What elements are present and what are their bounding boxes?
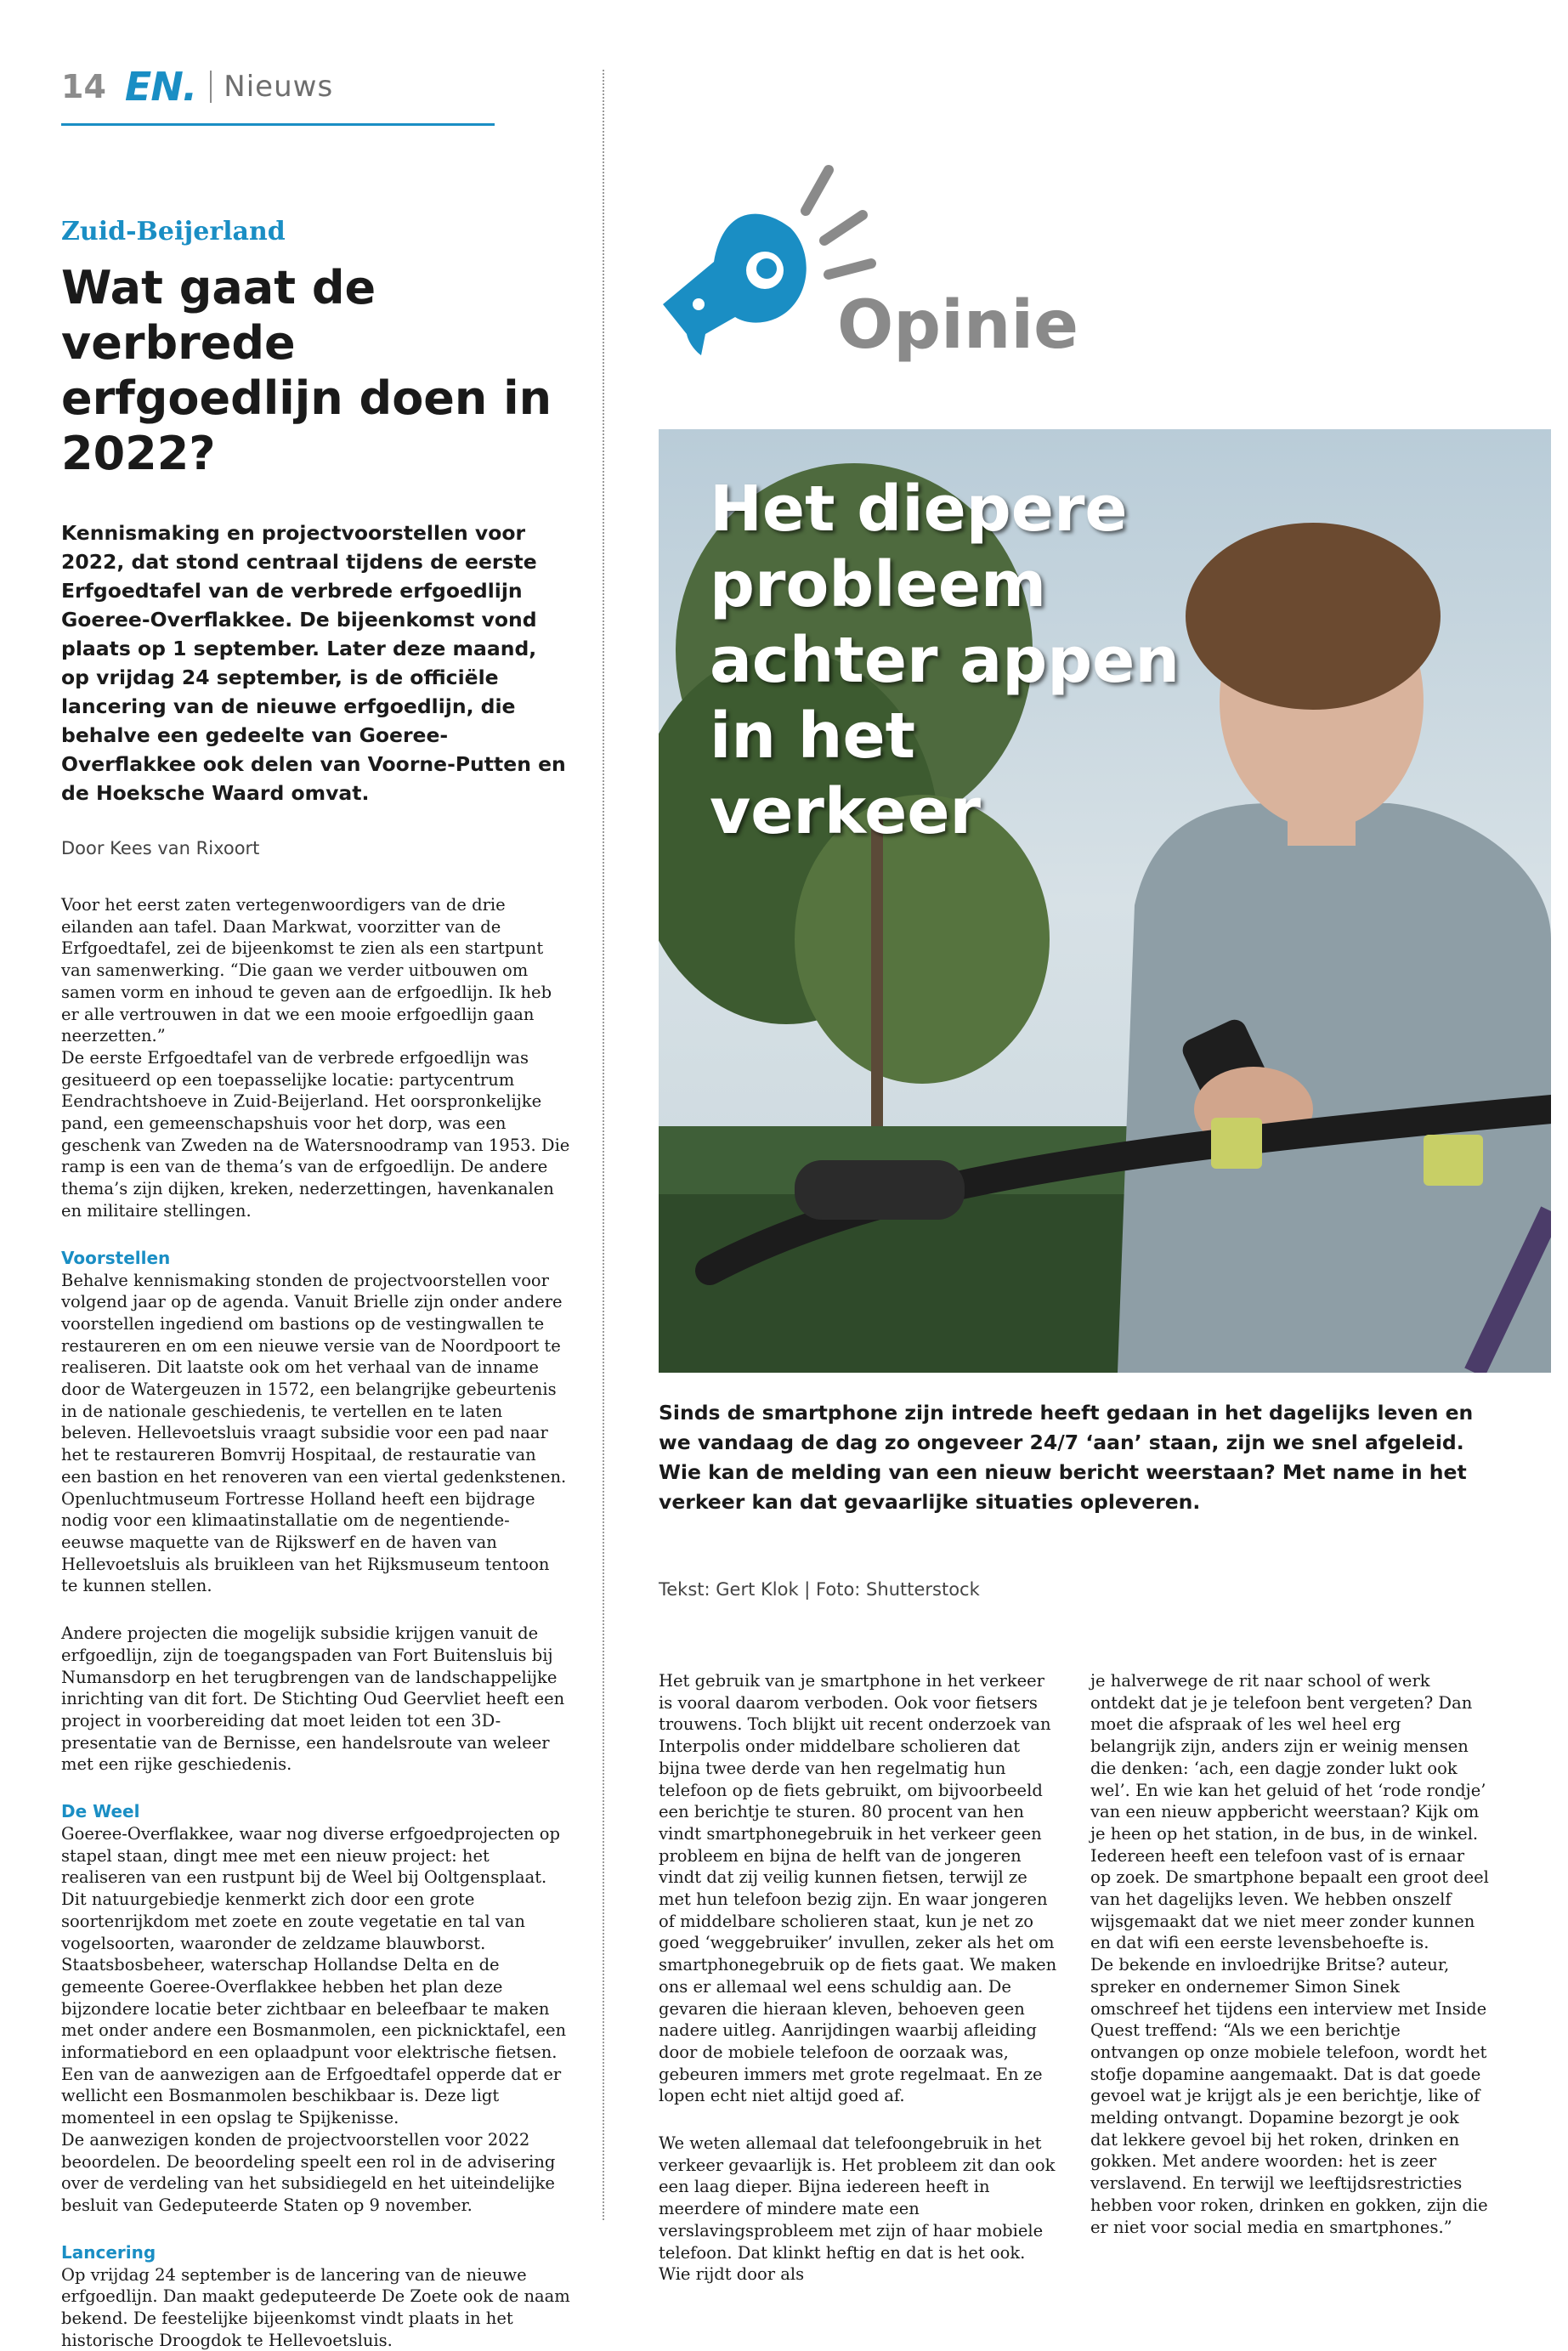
- paragraph: Op vrijdag 24 september is de lancering van de nieuwe erfgoedlijn. Dan maakt gedeputeerde De Zoete ook de naam bekend. De feestelijke bijeenkomst vindt plaats in het historische Droogdok te Hellevoetsluis.: [61, 2264, 570, 2350]
- paragraph: Goeree-Overflakkee, waar nog diverse erfgoedprojecten op stapel staan, dingt mee met een nieuw project: het realiseren van een rustpunt bij de Weel bij Ooltgensplaat. Dit natuurgebiedje kenmerkt zich door een grote soortenrijkdom met zoete en zoute vegetatie en tal van vogelsoorten, waaronder de zeldzame blauwborst. Staatsbosbeheer, waterschap Hollandse Delta en de gemeente Goeree-Overflakkee hebben het plan deze bijzondere locatie beter zichtbaar en beleefbaar te maken met onder andere een Bosmanmolen, een picknicktafel, een informatiebord en een oplaadpunt voor elektrische fietsen. Een van de aanwezigen aan de Erfgoedtafel opperde dat er wellicht een Bosmanmolen beschikbaar is. Deze ligt momenteel in een opslag te Spijkenisse.: [61, 1824, 567, 2128]
- opinie-label: Opinie: [837, 287, 1079, 364]
- article-byline: Door Kees van Rixoort: [61, 838, 260, 858]
- opinie-logo: [654, 160, 1079, 381]
- header-separator: [210, 71, 212, 103]
- subheading: De Weel: [61, 1801, 140, 1822]
- paragraph: We weten allemaal dat telefoongebruik in het verkeer gevaarlijk is. Het probleem zit dan ook een laag dieper. Bijna iedereen heeft in meerdere of mindere mate een verslavingsprobleem met zijn of haar mobiele telefoon. Dat klinkt heftig en dat is het ook. Wie rijdt door als: [659, 2133, 1056, 2285]
- opinion-title: Het diepere probleem achter appen in het verkeer: [710, 473, 1180, 848]
- paragraph: Behalve kennismaking stonden de projectvoorstellen voor volgend jaar op de agenda. Vanuit Brielle zijn onder andere voorstellen ingediend om bastions op de vestingwallen te restaureren en om een nieuwe versie van de Noordpoort te realiseren. Dit laatste ook om het verhaal van de inname door de Watergeuzen in 1572, een belangrijke gebeurtenis in de nationale geschiedenis, te vertellen en te laten beleven. Hellevoetsluis vraagt subsidie voor een pad naar het te restaureren Bomvrij Hospitaal, de restauratie van een bastion en het renoveren van een viertal gedenkstenen. Openluchtmuseum Fortresse Holland heeft een bijdrage nodig voor een klimaatinstallatie om de negentiende-eeuwse maquette van de Rijkswerf en de haven van Hellevoetsluis als bruikleen van het Rijksmuseum tentoon te kunnen stellen.: [61, 1270, 567, 1596]
- paragraph: De eerste Erfgoedtafel van de verbrede erfgoedlijn was gesitueerd op een toepasselijke locatie: partycentrum Eendrachtshoeve in Zuid-Beijerland. Het oorspronkelijke pand, een gemeenschapshuis voor het dorp, was een geschenk van Zweden na de Watersnoodramp van 1953. Die ramp is een van de thema’s van de erfgoedlijn. De andere thema’s zijn dijken, kreken, nederzettingen, havenkanalen en militaire stellingen.: [61, 1047, 570, 1221]
- paragraph: De aanwezigen konden de projectvoorstellen voor 2022 beoordelen. De beoordeling speelt een rol in de advisering over de verdeling van het subsidiegeld en het uiteindelijke besluit van Gedeputeerde Staten op 9 november.: [61, 2129, 556, 2215]
- header-rule: [61, 123, 495, 126]
- left-article: [61, 217, 571, 2351]
- opinion-credit: Tekst: Gert Klok | Foto: Shutterstock: [659, 1579, 980, 1600]
- subheading: Lancering: [61, 2241, 156, 2263]
- column-divider: [603, 70, 604, 2220]
- page-header: [61, 61, 333, 112]
- section-name: Nieuws: [224, 70, 334, 104]
- paragraph: Het gebruik van je smartphone in het verkeer is vooral daarom verboden. Ook voor fietsers trouwens. Toch blijkt uit recent onderzoek van Interpolis onder middelbare scholieren dat bijna twee derde van hen regelmatig hun telefoon op de fiets gebruikt, om bijvoorbeeld een berichtje te sturen. 80 procent van hen vindt smartphonegebruik in het verkeer geen probleem en bijna de helft van de jongeren vindt dat zij veilig kunnen fietsen, terwijl ze met hun telefoon bezig zijn. En waar jongeren of middelbare scholieren staat, kun je net zo goed ‘weggebruiker’ invullen, zeker als het om smartphonegebruik op de fiets gaat. We maken ons er allemaal wel eens schuldig aan. De gevaren die hieraan kleven, behoeven geen nadere uitleg. Aanrijdingen waarbij afleiding door de mobiele telefoon de oorzaak was, gebeuren immers met grote regelmaat. En ze lopen echt niet altijd goed af.: [659, 1671, 1057, 2106]
- paragraph: je halverwege de rit naar school of werk ontdekt dat je je telefoon bent vergeten? Dan moet die afspraak of les wel heel erg belangrijk zijn, anders zijn er weinig mensen die denken: ‘ach, een dagje zonder lukt ook wel’. En wie kan het geluid of het ‘rode rondje’ van een nieuw appbericht weerstaan? Kijk om je heen op het station, in de bus, in de winkel. Iedereen heeft een telefoon vast of is ernaar op zoek. De smartphone bepaalt een groot deel van het dagelijks leven. We hebben onszelf wijsgemaakt dat we niet meer zonder kunnen en dat wifi een eerste levensbehoefte is.: [1090, 1671, 1489, 1953]
- article-kicker: Zuid-Beijerland: [61, 217, 286, 246]
- paragraph: De bekende en invloedrijke Britse? auteur, spreker en ondernemer Simon Sinek omschreef het tijdens een interview met Inside Quest treffend: “Als we een berichtje ontvangen op onze mobiele telefoon, wordt het stofje dopamine aangemaakt. Dat is dat goede gevoel wat je krijgt als je een berichtje, like of melding ontvangt. Dopamine bezorgt je ook dat lekkere gevoel bij het roken, drinken en gokken. Met andere woorden: het is zeer verslavend. En terwijl we leeftijdsrestricties hebben voor roken, drinken en gokken, zijn die er niet voor social media en smartphones.”: [1090, 1955, 1488, 2237]
- article-intro: Kennismaking en projectvoorstellen voor 2022, dat stond centraal tijdens de eerste Erfgoedtafel van de verbrede erfgoedlijn Goeree-Overflakkee. De bijeenkomst vond plaats op 1 september. Later deze maand, op vrijdag 24 september, is de officiële lancering van de nieuwe erfgoedlijn, die behalve een gedeelte van Goeree-Overflakkee ook delen van Voorne-Putten en de Hoeksche Waard omvat.: [61, 521, 566, 805]
- paragraph: Voor het eerst zaten vertegenwoordigers van de drie eilanden aan tafel. Daan Markwat, voorzitter van de Erfgoedtafel, zei de bijeenkomst te zien als een startpunt van samenwerking. “Die gaan we verder uitbouwen om samen vorm en inhoud te geven aan de erfgoedlijn. Ik heb er alle vertrouwen in dat we een mooie erfgoedlijn gaan neerzetten.”: [61, 895, 552, 1046]
- paragraph: Andere projecten die mogelijk subsidie krijgen vanuit de erfgoedlijn, zijn de toegangspaden van Fort Buitensluis bij Numansdorp en het terugbrengen van de landschappelijke inrichting van dit fort. De Stichting Oud Geervliet heeft een project in voorbereiding dat moet leiden tot een 3D-presentatie van de Bernisse, een handelsroute van weleer met een rijke geschiedenis.: [61, 1623, 565, 1775]
- opinion-column-1: [659, 1670, 1058, 2286]
- opinion-lead: Sinds de smartphone zijn intrede heeft gedaan in het dagelijks leven en we vandaag de dag zo ongeveer 24/7 ‘aan’ staan, zijn we snel afgeleid. Wie kan de melding van een nieuw bericht weerstaan? Met name in het verkeer kan dat gevaarlijke situaties opleveren.: [659, 1401, 1474, 1514]
- page-number: 14: [61, 68, 106, 105]
- opinion-column-2: [1090, 1670, 1490, 2238]
- opinion-photo: [659, 429, 1551, 1373]
- article-body: [61, 894, 571, 2351]
- subheading: Voorstellen: [61, 1247, 171, 1268]
- article-headline: Wat gaat de verbrede erfgoedlijn doen in 2022?: [61, 261, 552, 480]
- newspaper-logo: EN.: [124, 64, 197, 110]
